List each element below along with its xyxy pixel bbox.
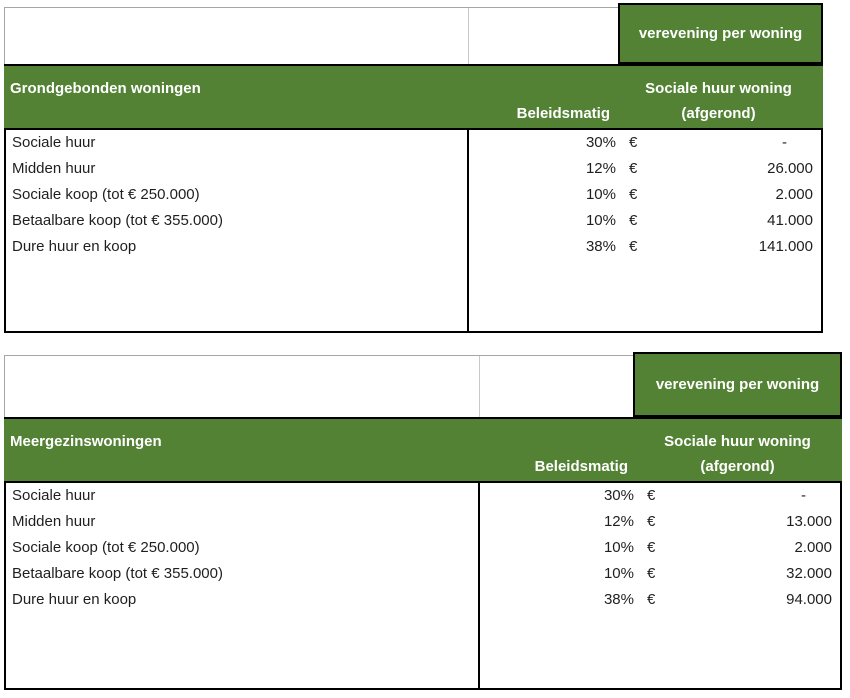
row-label: Sociale koop (tot € 250.000) — [12, 186, 200, 203]
table-title: Meergezinswoningen — [10, 433, 162, 450]
corner-header-box — [618, 3, 823, 64]
verevening-value: 2.000 — [794, 539, 832, 556]
col-beleidsmatig-header: Beleidsmatig — [534, 458, 628, 475]
table-body — [4, 481, 842, 690]
corner-header-label: verevening per woning — [655, 376, 820, 393]
beleidsmatig-value: 12% — [603, 513, 634, 530]
col-sociale-huur-header: Sociale huur woning (afgerond) — [664, 433, 811, 475]
currency-symbol: € — [647, 565, 656, 582]
beleidsmatig-value: 30% — [603, 487, 634, 504]
currency-symbol: € — [647, 487, 656, 504]
row-label: Dure huur en koop — [12, 238, 137, 255]
beleidsmatig-value: 10% — [603, 539, 634, 556]
currency-symbol: € — [629, 160, 638, 177]
table-row — [6, 509, 840, 535]
table-row — [6, 234, 821, 260]
beleidsmatig-value: 38% — [585, 238, 616, 255]
currency-symbol: € — [629, 212, 638, 229]
verevening-value: 94.000 — [786, 591, 832, 608]
table-title: Grondgebonden woningen — [10, 80, 201, 97]
row-label: Dure huur en koop — [12, 591, 137, 608]
top-empty-row — [4, 7, 618, 64]
row-label: Midden huur — [12, 513, 96, 530]
table-row — [6, 561, 840, 587]
column-divider — [478, 483, 480, 688]
currency-symbol: € — [647, 513, 656, 530]
col-sociale-huur-header: Sociale huur woning (afgerond) — [645, 80, 792, 122]
currency-symbol: € — [629, 134, 638, 151]
verevening-value: 26.000 — [767, 160, 813, 177]
verevening-value: - — [782, 134, 787, 151]
verevening-value: 41.000 — [767, 212, 813, 229]
row-label: Betaalbare koop (tot € 355.000) — [12, 212, 223, 229]
corner-header-box — [633, 352, 842, 417]
currency-symbol: € — [629, 238, 638, 255]
table-row — [6, 130, 821, 156]
currency-symbol: € — [647, 539, 656, 556]
verevening-value: 13.000 — [786, 513, 832, 530]
verevening-value: 141.000 — [758, 238, 813, 255]
verevening-value: 32.000 — [786, 565, 832, 582]
row-label: Betaalbare koop (tot € 355.000) — [12, 565, 223, 582]
currency-symbol: € — [629, 186, 638, 203]
row-label: Sociale huur — [12, 487, 96, 504]
top-empty-row — [4, 355, 633, 417]
beleidsmatig-value: 10% — [603, 565, 634, 582]
table-row — [6, 483, 840, 509]
beleidsmatig-value: 12% — [585, 160, 616, 177]
table-row — [6, 208, 821, 234]
beleidsmatig-value: 10% — [585, 212, 616, 229]
header-row — [4, 64, 823, 128]
column-gridline — [479, 356, 480, 417]
table-row — [6, 587, 840, 613]
table-row — [6, 156, 821, 182]
column-gridline — [468, 8, 469, 64]
row-label: Sociale koop (tot € 250.000) — [12, 539, 200, 556]
header-row — [4, 417, 842, 481]
beleidsmatig-value: 30% — [585, 134, 616, 151]
column-divider — [467, 130, 469, 331]
verevening-value: - — [801, 487, 806, 504]
col-beleidsmatig-header: Beleidsmatig — [516, 105, 610, 122]
table-row — [6, 182, 821, 208]
table-body — [4, 128, 823, 333]
row-label: Midden huur — [12, 160, 96, 177]
table-row — [6, 535, 840, 561]
corner-header-label: verevening per woning — [638, 25, 803, 42]
beleidsmatig-value: 10% — [585, 186, 616, 203]
beleidsmatig-value: 38% — [603, 591, 634, 608]
verevening-value: 2.000 — [775, 186, 813, 203]
row-label: Sociale huur — [12, 134, 96, 151]
currency-symbol: € — [647, 591, 656, 608]
